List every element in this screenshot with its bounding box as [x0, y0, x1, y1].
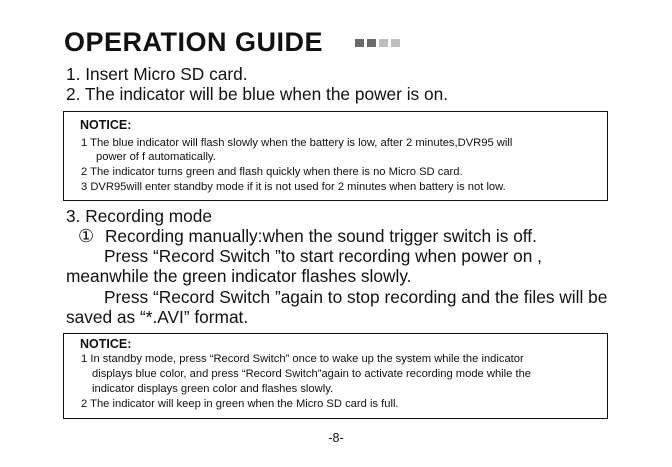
recording-heading: 3. Recording mode: [66, 206, 213, 226]
item-text: Recording manually:when the sound trigger switch is off.: [104, 226, 537, 246]
notice-line: power of f automatically.: [96, 151, 216, 163]
title-decoration: [355, 39, 400, 47]
notice-box: [63, 333, 608, 419]
notice-heading: NOTICE:: [80, 118, 132, 132]
paragraph-line: saved as “*.AVI” format.: [66, 307, 249, 327]
notice-line: displays blue color, and press “Record Switch”again to activate recording mode while the: [92, 368, 532, 380]
notice-line: 3 DVR95will enter standby mode if it is not used for 2 minutes when battery is not low.: [81, 181, 506, 193]
notice-box: [63, 111, 608, 201]
notice-line: 1 In standby mode, press “Record Switch” once to wake up the system while the indicator: [81, 353, 524, 365]
notice-heading: NOTICE:: [80, 337, 132, 351]
paragraph-line: Press “Record Switch ”to start recording when power on ,: [104, 246, 542, 266]
notice-line: 2 The indicator will keep in green when the Micro SD card is full.: [81, 398, 399, 410]
title-square: [379, 39, 388, 47]
paragraph-line: meanwhile the green indicator flashes slowly.: [66, 266, 412, 286]
notice-line: 2 The indicator turns green and flash quickly when there is no Micro SD card.: [81, 166, 463, 178]
recording-item: [78, 226, 537, 246]
notice-line: indicator displays green color and flashes slowly.: [92, 383, 334, 395]
step-2: 2. The indicator will be blue when the power is on.: [66, 84, 449, 104]
step-1: 1. Insert Micro SD card.: [66, 64, 248, 84]
page-title: OPERATION GUIDE: [64, 27, 324, 57]
title-square: [367, 39, 376, 47]
paragraph-line: Press “Record Switch ”again to stop recording and the files will be: [104, 287, 608, 307]
notice-line: 1 The blue indicator will flash slowly when the battery is low, after 2 minutes,DVR95 will: [81, 137, 513, 149]
title-square: [391, 39, 400, 47]
title-square: [355, 39, 364, 47]
item-marker: ①: [78, 226, 95, 246]
page-number: -8-: [328, 431, 344, 445]
